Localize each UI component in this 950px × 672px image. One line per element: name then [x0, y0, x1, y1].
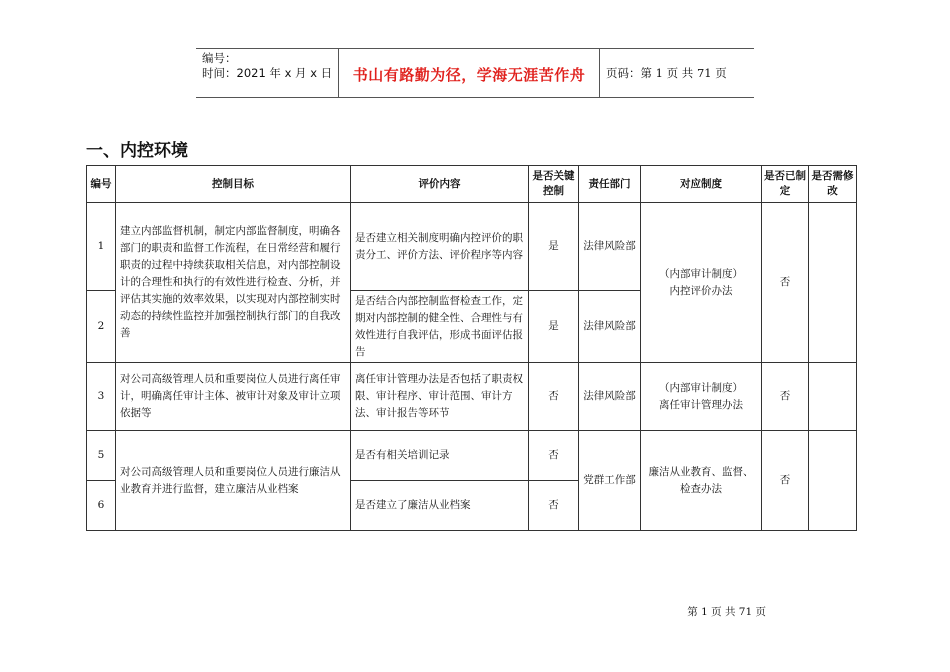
row-number: 6 — [87, 481, 116, 531]
col-header-made: 是否已制定 — [762, 166, 809, 203]
table-header-row — [87, 166, 857, 203]
col-header-key-control: 是否关键控制 — [529, 166, 579, 203]
evaluation-content: 是否建立相关制度明确内控评价的职责分工、评价方法、评价程序等内容 — [351, 203, 529, 291]
evaluation-content: 是否建立了廉洁从业档案 — [351, 481, 529, 531]
evaluation-content: 是否有相关培训记录 — [351, 431, 529, 481]
table-row — [87, 203, 857, 291]
related-system-line2: 内控评价办法 — [669, 284, 733, 297]
control-objective: 建立内部监督机制，制定内部监督制度，明确各部门的职责和监督工作流程，在日常经营和履行职责的过程中持续获取相关信息，对内部控制设计的合理性和执行的有效性进行检查、分析，并评估其实施的效率效果，以实现对内部控制实时动态的持续性监控并加强控制执行部门的自我改善 — [116, 203, 351, 363]
needs-modify — [809, 363, 857, 431]
col-header-objective: 控制目标 — [116, 166, 351, 203]
already-made: 否 — [762, 203, 809, 363]
table-row — [87, 363, 857, 431]
key-control: 是 — [529, 203, 579, 291]
col-header-modify: 是否需修改 — [809, 166, 857, 203]
row-number: 1 — [87, 203, 116, 291]
control-table — [86, 165, 857, 531]
table-row — [87, 431, 857, 481]
evaluation-content: 是否结合内部控制监督检查工作，定期对内部控制的健全性、合理性与有效性进行自我评估，形成书面评估报告 — [351, 291, 529, 363]
key-control: 否 — [529, 481, 579, 531]
col-header-department: 责任部门 — [579, 166, 641, 203]
row-number: 3 — [87, 363, 116, 431]
responsible-dept: 法律风险部 — [579, 291, 641, 363]
key-control: 否 — [529, 431, 579, 481]
row-number: 5 — [87, 431, 116, 481]
col-header-number: 编号 — [87, 166, 116, 203]
section-title: 一、内控环境 — [86, 141, 188, 161]
related-system — [641, 203, 762, 363]
already-made: 否 — [762, 431, 809, 531]
already-made: 否 — [762, 363, 809, 431]
col-header-evaluation: 评价内容 — [351, 166, 529, 203]
page-code: 页码：第 1 页 共 71 页 — [606, 66, 727, 80]
row-number: 2 — [87, 291, 116, 363]
time-label: 时间：2021 年 x 月 x 日 — [202, 66, 333, 80]
key-control: 是 — [529, 291, 579, 363]
responsible-dept: 法律风险部 — [579, 203, 641, 291]
related-system-line2: 离任审计管理办法 — [659, 398, 743, 411]
needs-modify — [809, 431, 857, 531]
evaluation-content: 离任审计管理办法是否包括了职责权限、审计程序、审计范围、审计方法、审计报告等环节 — [351, 363, 529, 431]
control-objective: 对公司高级管理人员和重要岗位人员进行廉洁从业教育并进行监督，建立廉洁从业档案 — [116, 431, 351, 531]
responsible-dept: 党群工作部 — [579, 431, 641, 531]
key-control: 否 — [529, 363, 579, 431]
header-meta — [196, 49, 338, 97]
related-system-line1: （内部审计制度） — [659, 267, 743, 280]
page-footer: 第 1 页 共 71 页 — [687, 606, 766, 618]
related-system: 廉洁从业教育、监督、检查办法 — [641, 431, 762, 531]
header-motto-cell — [338, 49, 600, 97]
motto-text: 书山有路勤为径，学海无涯苦作舟 — [352, 66, 586, 84]
related-system — [641, 363, 762, 431]
needs-modify — [809, 203, 857, 363]
number-label: 编号： — [202, 51, 237, 65]
col-header-system: 对应制度 — [641, 166, 762, 203]
responsible-dept: 法律风险部 — [579, 363, 641, 431]
related-system-line1: （内部审计制度） — [659, 381, 743, 394]
control-objective: 对公司高级管理人员和重要岗位人员进行离任审计，明确离任审计主体、被审计对象及审计立项依据等 — [116, 363, 351, 431]
document-header — [196, 48, 754, 98]
